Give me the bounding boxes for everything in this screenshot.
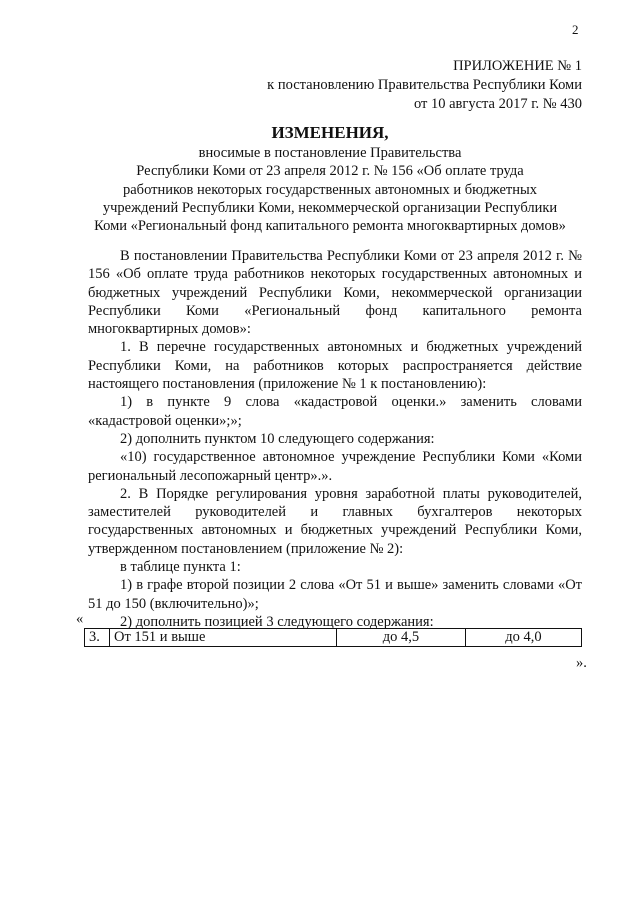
appendix-label: ПРИЛОЖЕНИЕ № 1: [453, 58, 582, 74]
document-heading: [80, 122, 580, 235]
appendix-header: [267, 57, 582, 114]
paragraph-item-1: 1. В перечне государственных автономных и бюджетных учреждений Республики Коми, на работников которых распространяется действие настоящего постановления (приложение № 1 к постановлению):: [88, 339, 582, 393]
paragraph-intro: В постановлении Правительства Республики Коми от 23 апреля 2012 г. № 156 «Об оплате труда работников некоторых государственных автономных и бюджетных учреждений Республики Коми, некоммерческой организации Республики Коми «Региональный фонд капитального ремонта многоквартирных домов»:: [88, 248, 582, 338]
table-row: [85, 629, 582, 647]
table-cell-value-2: до 4,0: [466, 629, 582, 647]
paragraph-item-2: 2. В Порядке регулирования уровня заработной платы руководителей, заместителей руководителей и главных бухгалтеров некоторых государственных автономных и бюджетных учреждений Республики Коми, утвержденном постановлением (приложение № 2):: [88, 485, 582, 557]
quote-close-mark: ».: [576, 655, 587, 671]
quote-open-mark: «: [76, 611, 84, 627]
paragraph-subitem-2: 2) дополнить пунктом 10 следующего содержания:: [120, 430, 435, 447]
paragraph-subitem-1: 1) в пункте 9 слова «кадастровой оценки.» заменить словами «кадастровой оценки»;»;: [88, 394, 582, 429]
table-cell-value-1: до 4,5: [337, 629, 466, 647]
insert-table: [84, 628, 582, 647]
paragraph-table-intro: в таблице пункта 1:: [120, 559, 241, 576]
paragraph-quote-10: «10) государственное автономное учреждение Республики Коми «Коми региональный лесопожарный центр».».: [88, 449, 582, 484]
subtitle-line: вносимые в постановление Правительства: [198, 145, 462, 161]
subtitle-line: работников некоторых государственных автономных и бюджетных: [123, 181, 537, 198]
paragraph-table-subitem-1: 1) в графе второй позиции 2 слова «От 51 и выше» заменить словами «От 51 до 150 (включительно)»;: [88, 577, 582, 612]
document-body: [88, 247, 582, 631]
appendix-date: от 10 августа 2017 г. № 430: [413, 96, 582, 112]
subtitle-line: учреждений Республики Коми, некоммерческой организации Республики: [102, 199, 558, 216]
appendix-reference: к постановлению Правительства Республики Коми: [267, 77, 582, 93]
subtitle-line: Республики Коми от 23 апреля 2012 г. № 156 «Об оплате труда: [136, 163, 524, 180]
document-title: ИЗМЕНЕНИЯ,: [271, 123, 389, 142]
subtitle-line: Коми «Региональный фонд капитального ремонта многоквартирных домов»: [94, 218, 566, 235]
page-number: 2: [572, 22, 579, 37]
table-cell-number: 3.: [85, 629, 110, 647]
paragraph-table-subitem-2: 2) дополнить позицией 3 следующего содержания:: [120, 613, 434, 630]
table-cell-range: От 151 и выше: [110, 629, 337, 647]
